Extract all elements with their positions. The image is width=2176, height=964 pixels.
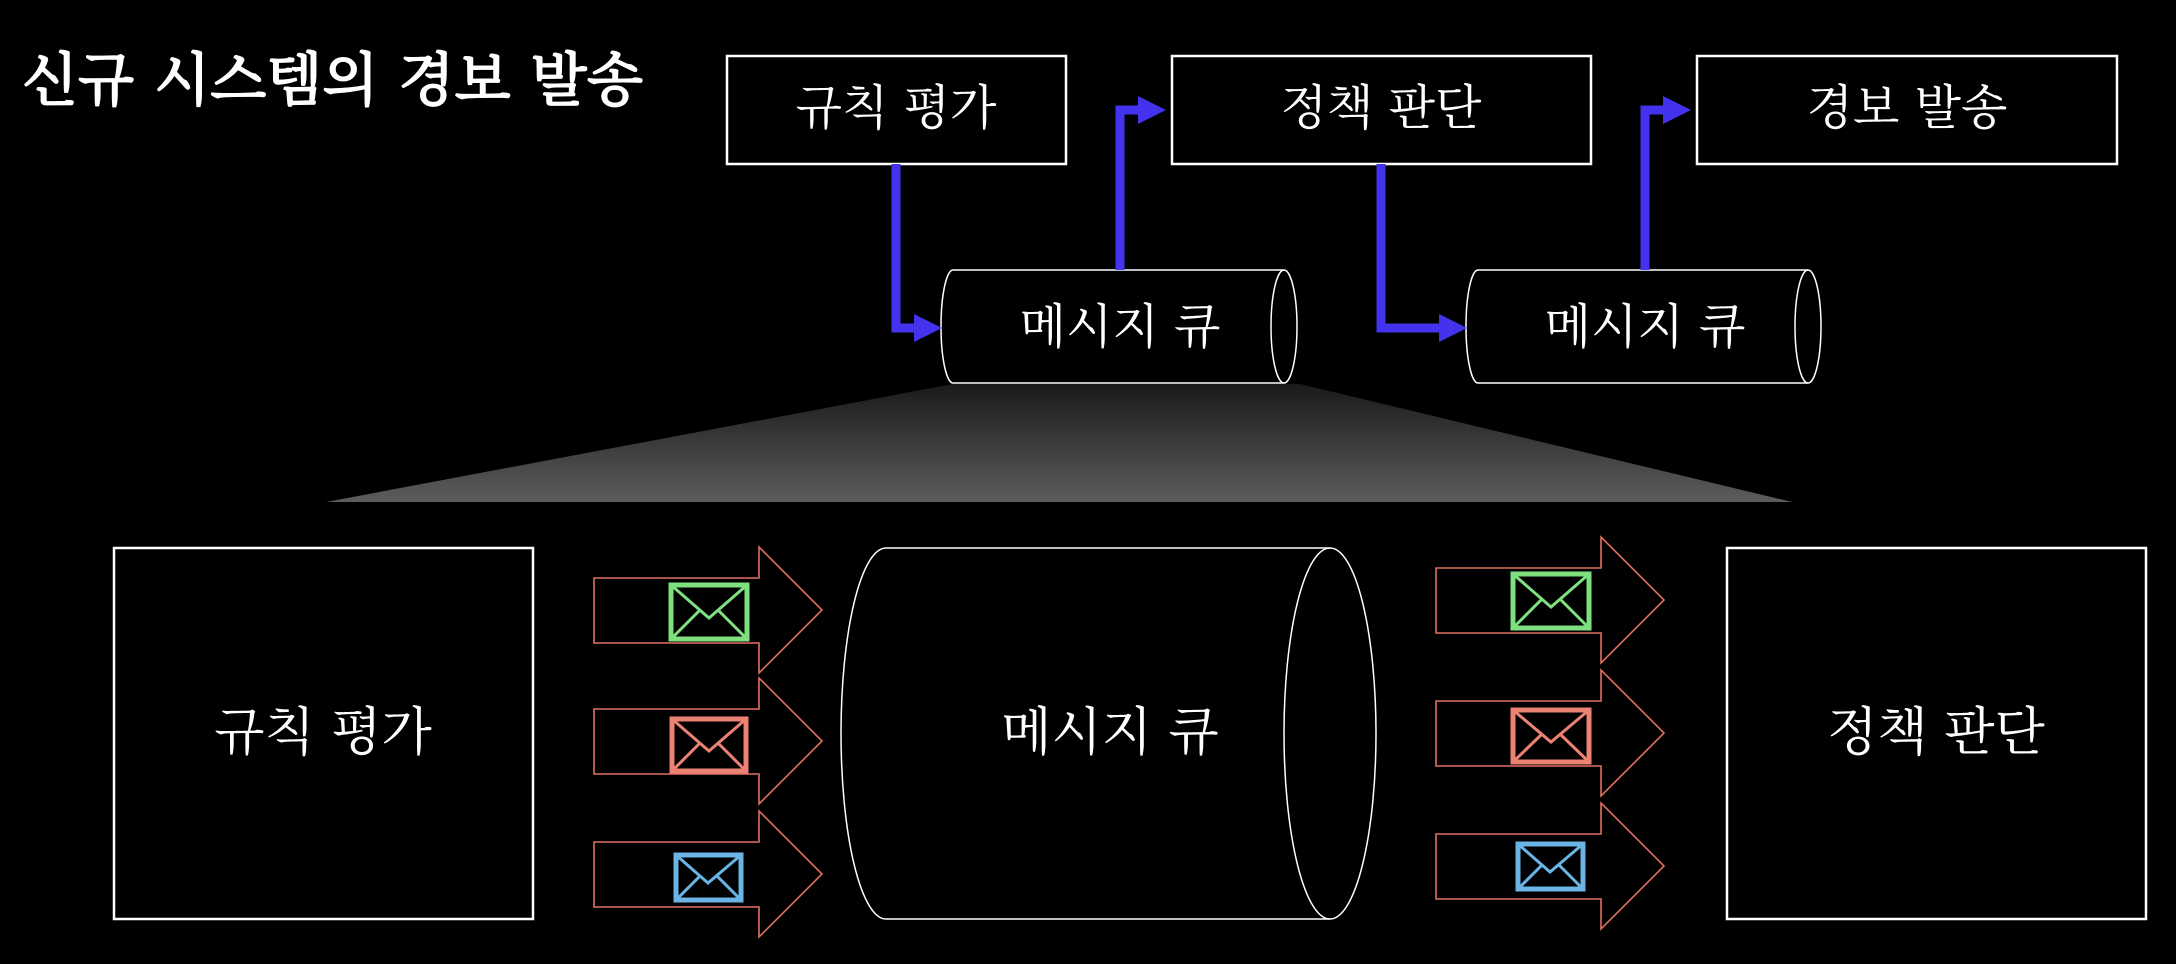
detail-box-consumer [1727, 548, 2146, 919]
envelope-icon-green [671, 585, 747, 639]
envelope-icon-red [672, 719, 746, 771]
top-box-alert-dispatch-label: 경보 발송 [1806, 80, 2008, 136]
message-arrow [594, 811, 822, 937]
message-arrow [594, 678, 822, 804]
top-queue-2-label: 메시지 큐 [1544, 299, 1746, 355]
flow-arrow-queue1-to-policy [1120, 110, 1142, 270]
message-arrow [1436, 670, 1664, 796]
zoom-trapezoid [326, 384, 1792, 502]
detail-box-consumer-label: 정책 판단 [1827, 703, 2045, 763]
flow-arrow-policy-to-queue2 [1381, 164, 1443, 328]
detail-queue [841, 548, 1376, 919]
message-arrow [594, 547, 822, 673]
envelope-icon-blue [1518, 844, 1583, 889]
top-queue-1 [941, 270, 1297, 383]
flow-arrows [896, 110, 1667, 328]
flow-arrow-queue2-to-alert [1645, 110, 1667, 270]
top-box-policy-decision-label: 정책 판단 [1280, 80, 1482, 136]
top-queue-1-label: 메시지 큐 [1019, 299, 1221, 355]
envelope-icon-blue [676, 855, 741, 900]
top-box-rule-eval [727, 56, 1066, 164]
envelope-icon-green [1513, 574, 1589, 628]
top-box-alert-dispatch [1697, 56, 2117, 164]
message-arrow [1436, 537, 1664, 663]
top-queue-2 [1466, 270, 1821, 383]
top-box-policy-decision [1172, 56, 1591, 164]
message-arrow [1436, 803, 1664, 929]
page-title: 신규 시스템의 경보 발송 [22, 46, 643, 114]
detail-queue-label: 메시지 큐 [1001, 703, 1219, 763]
envelope-icon-red [1513, 710, 1589, 762]
detail-box-producer-label: 규칙 평가 [214, 703, 432, 763]
top-box-rule-eval-label: 규칙 평가 [795, 80, 997, 136]
detail-box-producer [114, 548, 533, 919]
flow-arrow-rule-to-queue1 [896, 164, 918, 328]
inbound-message-arrows [594, 547, 822, 937]
